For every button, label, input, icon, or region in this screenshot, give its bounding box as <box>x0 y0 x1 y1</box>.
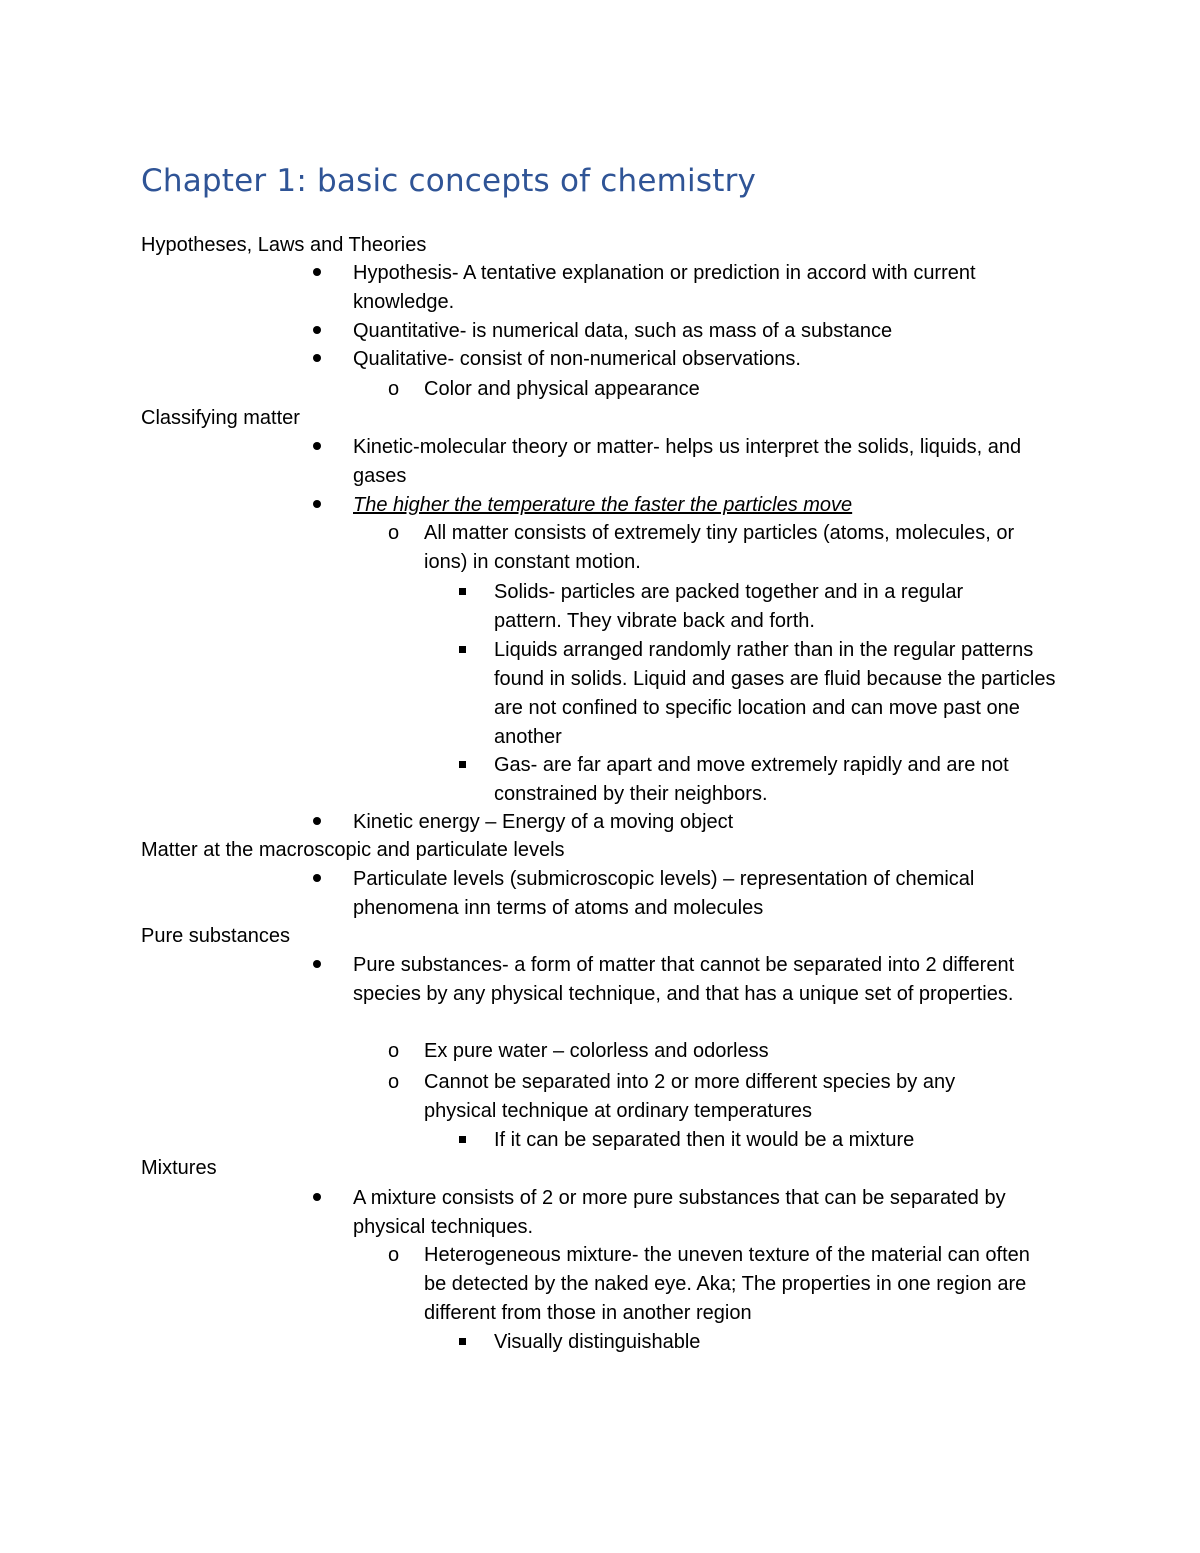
list-item: Kinetic-molecular theory or matter- helps us interpret the solids, liquids, and gases <box>353 436 1022 487</box>
bullet-circle-icon: o <box>388 522 400 544</box>
bullet-dot-icon <box>313 345 321 374</box>
section-heading-macroscopic: Matter at the macroscopic and particulate levels <box>141 839 565 861</box>
section-heading-hypotheses: Hypotheses, Laws and Theories <box>141 234 427 256</box>
list-item: Pure substances- a form of matter that cannot be separated into 2 different species by any physical technique, and that has a unique set of properties. <box>353 954 1015 1005</box>
bullet-dot-icon <box>313 491 321 520</box>
list-item: Visually distinguishable <box>494 1331 701 1353</box>
bullet-dot-icon <box>313 808 321 837</box>
bullet-circle-icon: o <box>388 378 400 400</box>
bullet-dot-icon <box>313 259 321 288</box>
list-item: Hypothesis- A tentative explanation or prediction in accord with current knowledge. <box>353 262 976 313</box>
bullet-dot-icon <box>313 433 321 462</box>
list-item: Color and physical appearance <box>424 378 700 400</box>
list-item: Liquids arranged randomly rather than in the regular patterns found in solids. Liquid and gases are fluid because the particles are not confined to specific location and can move past one another <box>494 639 1056 748</box>
list-item: Heterogeneous mixture- the uneven texture of the material can often be detected by the naked eye. Aka; The properties in one region are different from those in another region <box>424 1244 1030 1324</box>
list-item: Kinetic energy – Energy of a moving object <box>353 811 734 833</box>
list-item: Particulate levels (submicroscopic levels) – representation of chemical phenomena inn terms of atoms and molecules <box>353 868 975 919</box>
list-item: All matter consists of extremely tiny particles (atoms, molecules, or ions) in constant motion. <box>424 522 1015 573</box>
bullet-square-icon <box>459 636 466 665</box>
page-title: Chapter 1: basic concepts of chemistry <box>141 163 757 199</box>
list-item: Ex pure water – colorless and odorless <box>424 1040 769 1062</box>
section-heading-classifying: Classifying matter <box>141 407 300 429</box>
list-item: Quantitative- is numerical data, such as mass of a substance <box>353 320 893 342</box>
list-item: A mixture consists of 2 or more pure substances that can be separated by physical techniques. <box>353 1187 1006 1238</box>
list-item: Gas- are far apart and move extremely rapidly and are not constrained by their neighbors. <box>494 754 1009 805</box>
bullet-square-icon <box>459 1328 466 1357</box>
bullet-dot-icon <box>313 317 321 346</box>
list-item-emphasis: The higher the temperature the faster the particles move <box>353 494 853 516</box>
list-item: If it can be separated then it would be a mixture <box>494 1129 915 1151</box>
section-heading-mixtures: Mixtures <box>141 1157 217 1179</box>
bullet-square-icon <box>459 751 466 780</box>
bullet-circle-icon: o <box>388 1040 400 1062</box>
list-item: Solids- particles are packed together and in a regular pattern. They vibrate back and forth. <box>494 581 964 632</box>
bullet-circle-icon: o <box>388 1071 400 1093</box>
bullet-dot-icon <box>313 951 321 980</box>
list-item: Cannot be separated into 2 or more different species by any physical technique at ordinary temperatures <box>424 1071 956 1122</box>
bullet-dot-icon <box>313 1184 321 1213</box>
bullet-dot-icon <box>313 865 321 894</box>
bullet-square-icon <box>459 578 466 607</box>
section-heading-pure: Pure substances <box>141 925 290 947</box>
bullet-circle-icon: o <box>388 1244 400 1266</box>
bullet-square-icon <box>459 1126 466 1155</box>
list-item: Qualitative- consist of non-numerical observations. <box>353 348 801 370</box>
